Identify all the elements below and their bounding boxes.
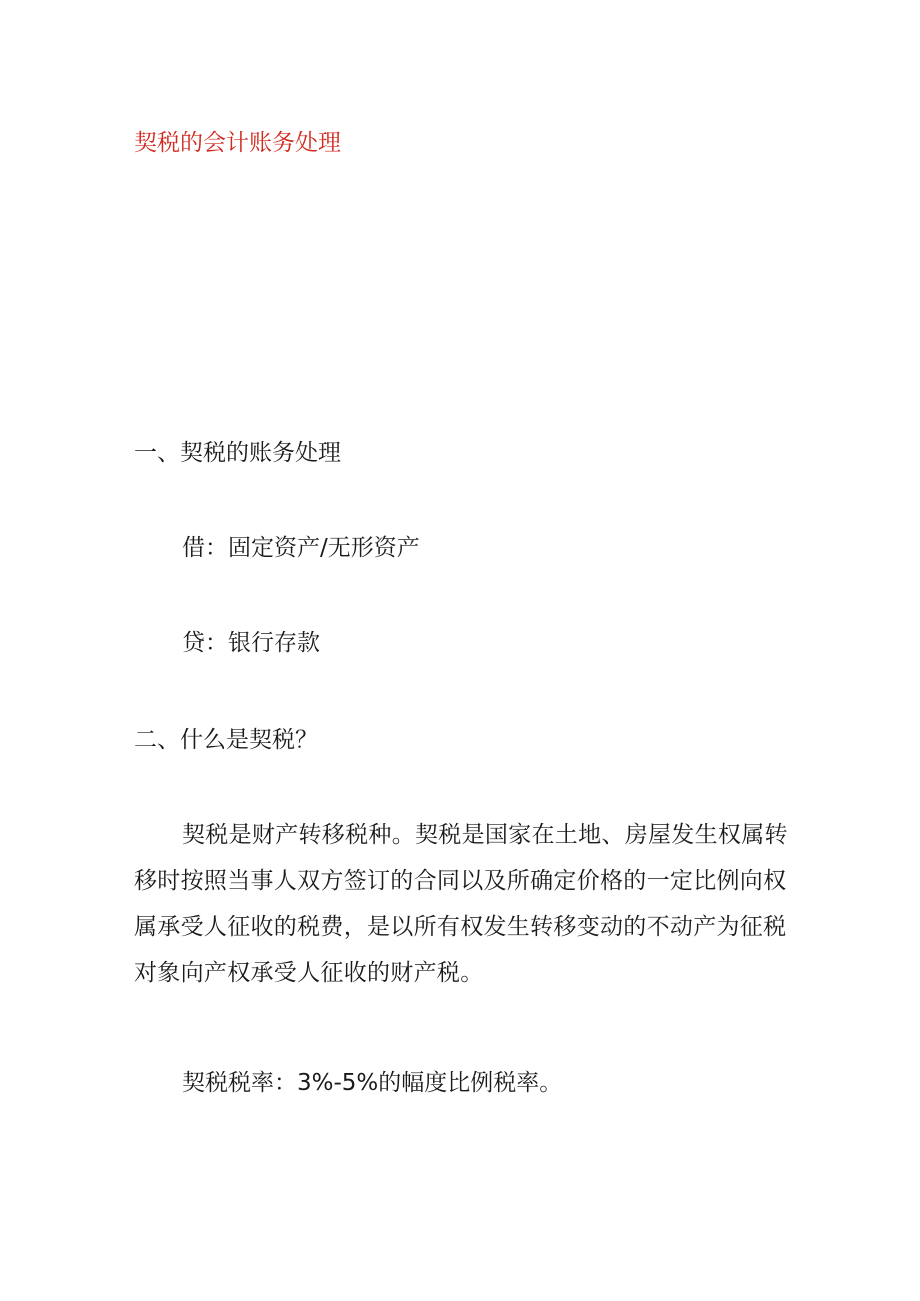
debit-entry: 借：固定资产/无形资产 bbox=[182, 535, 420, 561]
section-heading-definition: 二、什么是契税？ bbox=[134, 727, 318, 753]
section-heading-accounting: 一、契税的账务处理 bbox=[134, 440, 341, 466]
tax-rate-text: 契税税率：3%-5%的幅度比例税率。 bbox=[182, 1070, 563, 1096]
paragraph-line: 移时按照当事人双方签订的合同以及所确定价格的一定比例向权 bbox=[134, 868, 787, 894]
credit-entry: 贷：银行存款 bbox=[182, 630, 320, 656]
paragraph-line: 属承受人征收的税费，是以所有权发生转移变动的不动产为征税 bbox=[134, 914, 787, 940]
definition-paragraph bbox=[134, 812, 794, 996]
paragraph-line: 契税是财产转移税种。契税是国家在土地、房屋发生权属转 bbox=[182, 822, 788, 848]
document-title: 契税的会计账务处理 bbox=[134, 130, 341, 156]
paragraph-line: 对象向产权承受人征收的财产税。 bbox=[134, 960, 484, 986]
